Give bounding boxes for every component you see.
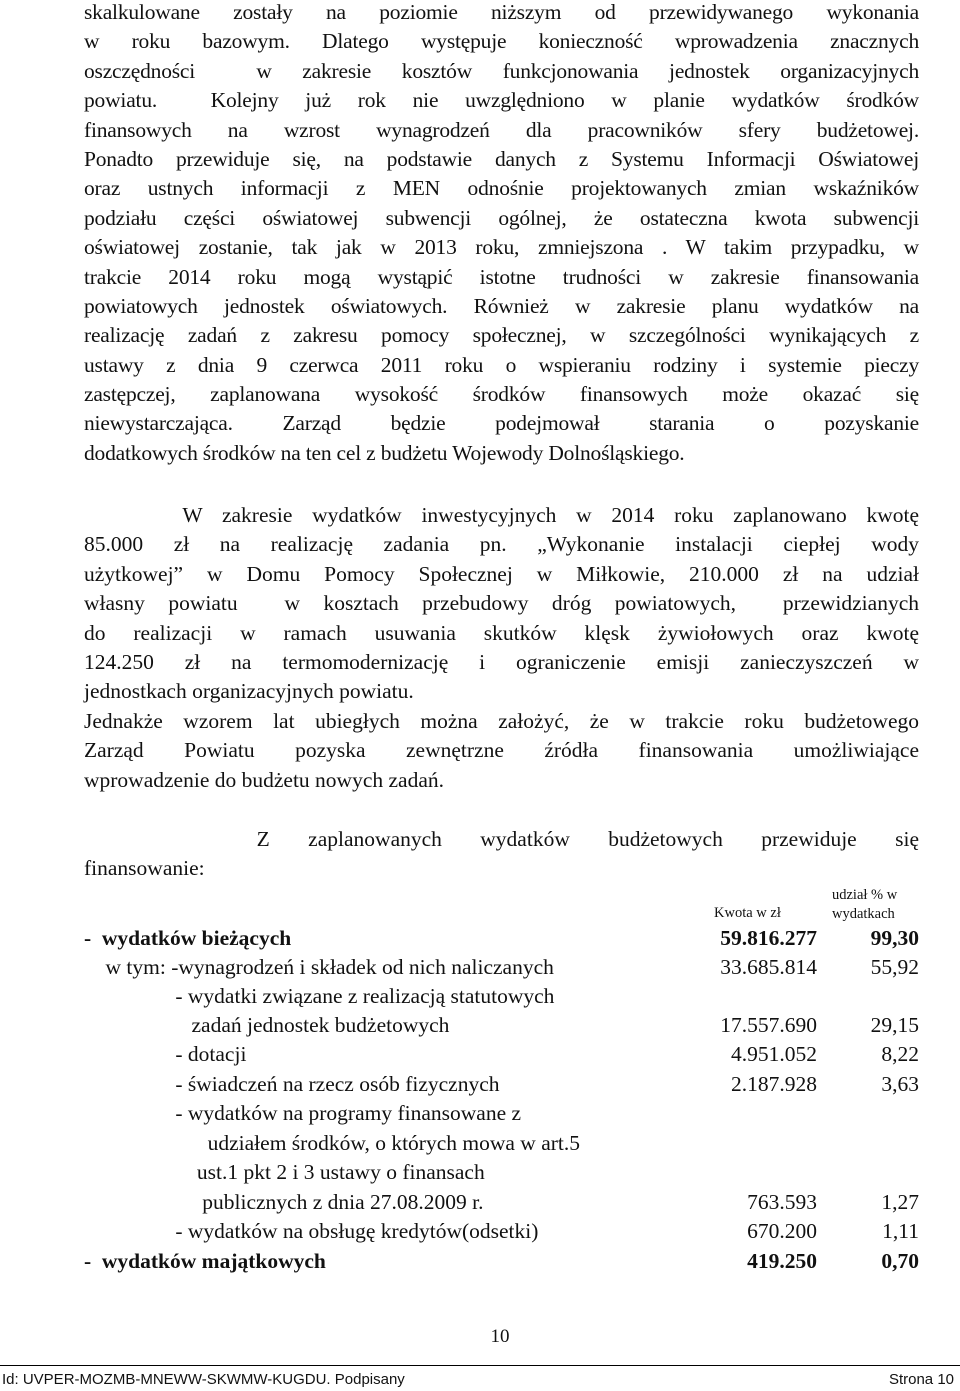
investment-paragraph — [84, 501, 919, 795]
row-share: 29,15 — [870, 1013, 919, 1037]
table-row — [84, 1129, 919, 1158]
text-line: realizację zadań z zakresu pomocy społecznej, w szczególności wynikających z — [84, 323, 919, 348]
text-line: niewystarczająca. Zarząd będzie podejmował starania o pozyskanie — [84, 411, 919, 436]
row-label: - wydatków bieżących — [84, 926, 292, 950]
table-row — [84, 982, 919, 1011]
table-row — [84, 1011, 919, 1040]
text-line: oszczędności w zakresie kosztów funkcjonowania jednostek organizacyjnych — [84, 58, 919, 83]
text-line: podziału części oświatowej subwencji ogólnej, że ostateczna kwota subwencji — [84, 205, 919, 230]
text-line: zastępczej, zaplanowana wysokość środków finansowych może okazać się — [84, 382, 919, 407]
table-row — [84, 953, 919, 982]
text-line: powiatu. Kolejny już rok nie uwzględniono w planie wydatków środków — [84, 88, 919, 113]
text-line: wprowadzenie do budżetu nowych zadań. — [84, 767, 444, 792]
text-line: finansowanie: — [84, 856, 205, 881]
row-label: - wydatków majątkowych — [84, 1249, 326, 1273]
financing-paragraph — [84, 825, 919, 884]
row-label: zadań jednostek budżetowych — [84, 1013, 450, 1037]
share-header-2: wydatkach — [832, 906, 895, 922]
footer-document-id: Id: UVPER-MOZMB-MNEWW-SKWMW-KUGDU. Podpisany — [2, 1371, 405, 1388]
row-share: 99,30 — [870, 926, 919, 950]
row-label: - wydatki związane z realizacją statutowych — [84, 984, 555, 1008]
row-label: - wydatków na obsługę kredytów(odsetki) — [84, 1219, 539, 1243]
text-line: oświatowej zostanie, tak jak w 2013 roku, zmniejszona . W takim przypadku, w — [84, 235, 919, 260]
row-label: - dotacji — [84, 1042, 247, 1066]
intro-paragraph — [84, 0, 919, 468]
text-line: 124.250 zł na termomodernizację i ograniczenie emisji zanieczyszczeń w — [84, 649, 919, 674]
amount-header: Kwota w zł — [714, 905, 781, 921]
text-line: jednostkach organizacyjnych powiatu. — [84, 679, 414, 704]
text-line: Z zaplanowanych wydatków budżetowych przewiduje się — [84, 827, 919, 851]
row-amount: 2.187.928 — [731, 1072, 817, 1096]
row-amount: 670.200 — [747, 1219, 817, 1243]
row-share: 8,22 — [881, 1042, 919, 1066]
text-line: skalkulowane zostały na poziomie niższym od przewidywanego wykonania — [84, 0, 919, 24]
row-amount: 59.816.277 — [720, 926, 817, 950]
text-line: trakcie 2014 roku mogą wystąpić istotne trudności w zakresie finansowania — [84, 264, 919, 289]
row-share: 1,11 — [882, 1219, 919, 1243]
text-line: finansowych na wzrost wynagrodzeń dla pracowników sfery budżetowej. — [84, 117, 919, 142]
text-line: Jednakże wzorem lat ubiegłych można założyć, że w trakcie roku budżetowego — [84, 708, 919, 733]
row-amount: 763.593 — [747, 1190, 817, 1214]
row-amount: 17.557.690 — [720, 1013, 817, 1037]
text-line: w roku bazowym. Dlatego występuje konieczność wprowadzenia znacznych — [84, 29, 919, 54]
text-line: użytkowej” w Domu Pomocy Społecznej w Miłkowie, 210.000 zł na udział — [84, 561, 919, 586]
table-row — [84, 1099, 919, 1128]
row-share: 55,92 — [870, 955, 919, 979]
table-row — [84, 1158, 919, 1187]
table-row — [84, 1217, 919, 1246]
footer-divider — [0, 1365, 960, 1366]
text-line: ustawy z dnia 9 czerwca 2011 roku o wspieraniu rodziny i systemie pieczy — [84, 352, 919, 377]
text-line: powiatowych jednostek oświatowych. Również w zakresie planu wydatków na — [84, 293, 919, 318]
table-row — [84, 1040, 919, 1069]
row-label: udziałem środków, o których mowa w art.5 — [84, 1131, 581, 1155]
row-amount: 4.951.052 — [731, 1042, 817, 1066]
table-row — [84, 1247, 919, 1276]
text-line: 85.000 zł na realizację zadania pn. „Wykonanie instalacji ciepłej wody — [84, 532, 919, 557]
share-header-1: udział % w — [832, 887, 898, 903]
row-share: 0,70 — [881, 1249, 919, 1273]
text-line: do realizacji w ramach usuwania skutków klęsk żywiołowych oraz kwotę — [84, 620, 919, 645]
table-row — [84, 1070, 919, 1099]
text-line: Zarząd Powiatu pozyska zewnętrzne źródła finansowania umożliwiające — [84, 738, 919, 763]
row-label: w tym: -wynagrodzeń i składek od nich naliczanych — [84, 955, 554, 979]
row-amount: 419.250 — [747, 1249, 817, 1273]
text-line: Ponadto przewiduje się, na podstawie danych z Systemu Informacji Oświatowej — [84, 146, 919, 171]
row-share: 1,27 — [881, 1190, 919, 1214]
row-label: publicznych z dnia 27.08.2009 r. — [84, 1190, 484, 1214]
text-line: W zakresie wydatków inwestycyjnych w 2014 roku zaplanowano kwotę — [84, 503, 919, 527]
row-label: - wydatków na programy finansowane z — [84, 1101, 522, 1125]
row-amount: 33.685.814 — [720, 955, 817, 979]
footer-page-label: Strona 10 — [888, 1371, 954, 1388]
text-line: dodatkowych środków na ten cel z budżetu Wojewody Dolnośląskiego. — [84, 440, 685, 465]
table-row — [84, 924, 919, 953]
row-label: - świadczeń na rzecz osób fizycznych — [84, 1072, 500, 1096]
page-number: 10 — [490, 1326, 510, 1347]
text-line: oraz ustnych informacji z MEN odnośnie projektowanych zmian wskaźników — [84, 176, 919, 201]
table-row — [84, 1188, 919, 1217]
row-label: ust.1 pkt 2 i 3 ustawy o finansach — [84, 1160, 485, 1184]
text-line: własny powiatu w kosztach przebudowy dróg powiatowych, przewidzianych — [84, 591, 919, 616]
row-share: 3,63 — [881, 1072, 919, 1096]
